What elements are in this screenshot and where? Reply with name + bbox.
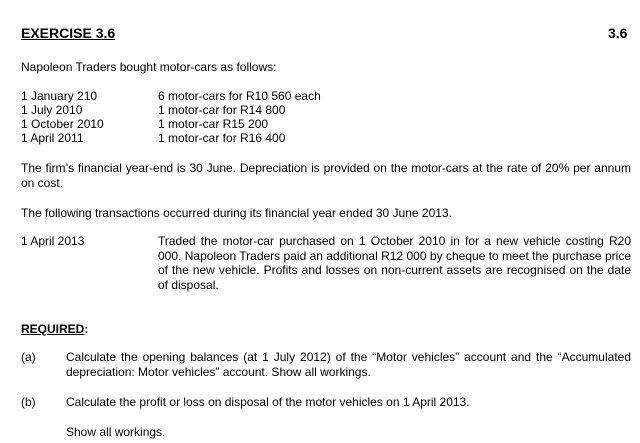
purchase-desc: 1 motor-car R15 200: [158, 117, 269, 131]
final-note: Show all workings.: [66, 425, 166, 439]
transaction-text: Traded the motor-car purchased on 1 October 2010 in for a new vehicle costing R20 000. Napoleon Traders paid an additional R12 000 by cheque to meet the purchase price of the new vehicle. Profits and losses on non-current assets are recognised on the date of disposal.: [158, 234, 631, 292]
required-heading: [21, 322, 88, 336]
purchase-date: 1 January 210: [21, 89, 98, 103]
purchase-desc: 1 motor-car for R16 400: [158, 131, 286, 145]
required-label: REQUIRED: [21, 322, 85, 336]
question-text: Calculate the profit or loss on disposal of the motor vehicles on 1 April 2013.: [66, 395, 470, 409]
purchase-desc: 6 motor-cars for R10 560 each: [158, 89, 321, 103]
transaction-date: 1 April 2013: [21, 234, 85, 248]
purchase-desc: 1 motor-car for R14 800: [158, 103, 286, 117]
purchase-date: 1 October 2010: [21, 117, 104, 131]
year-end-note: The firm’s financial year-end is 30 June. Depreciation is provided on the motor-cars at the rate of 20% per annum on cost.: [21, 161, 631, 190]
purchase-date: 1 April 2011: [21, 131, 84, 145]
question-label: (b): [21, 395, 36, 409]
exercise-number: 3.6: [608, 25, 628, 41]
question-label: (a): [21, 350, 36, 364]
transactions-intro: The following transactions occurred during its financial year ended 30 June 2013.: [21, 206, 452, 220]
intro-text: Napoleon Traders bought motor-cars as follows:: [21, 60, 277, 74]
purchase-date: 1 July 2010: [21, 103, 83, 117]
exercise-title: EXERCISE 3.6: [21, 25, 116, 41]
question-text: Calculate the opening balances (at 1 July 2012) of the “Motor vehicles” account and the “Accumulated depreciation: Motor vehicles” account. Show all workings.: [66, 350, 631, 379]
required-colon: :: [84, 322, 89, 336]
